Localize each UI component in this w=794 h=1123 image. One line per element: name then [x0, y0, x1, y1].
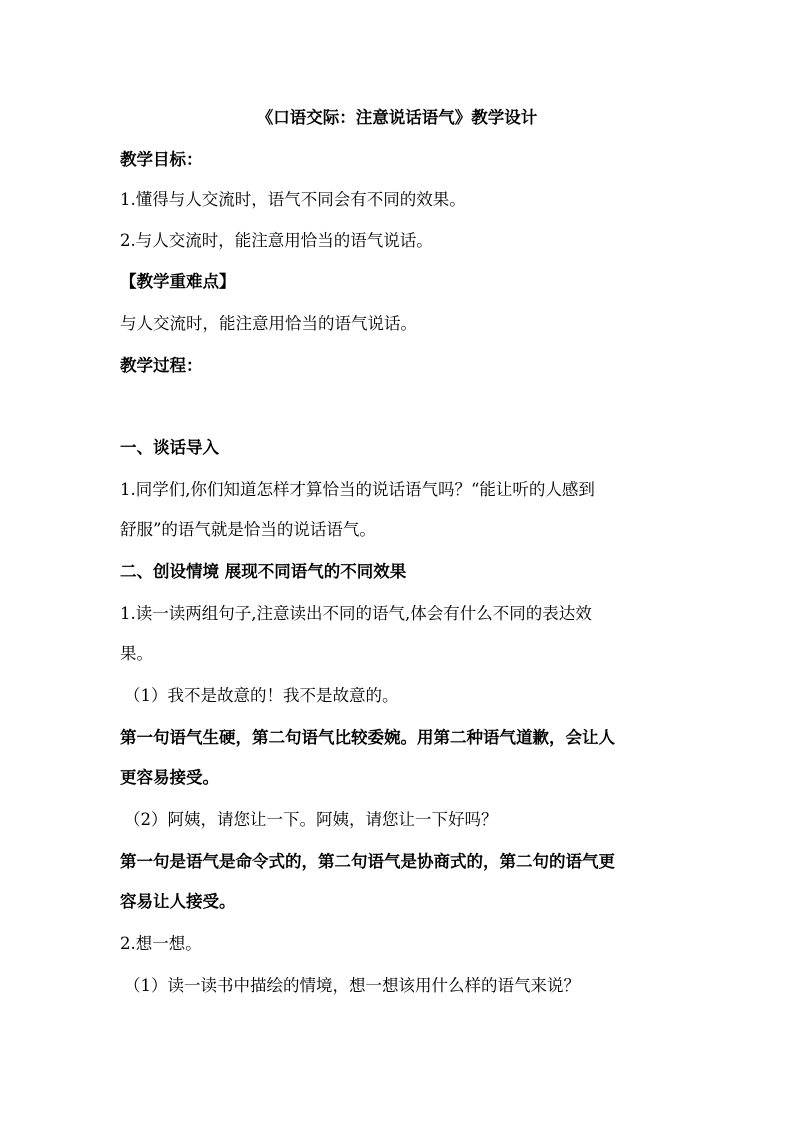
goals-heading: 教学目标：: [120, 150, 203, 169]
think-item-1: （1）读一读书中描绘的情境，想一想该用什么样的语气来说？: [124, 976, 580, 995]
goal-item-1: 1.懂得与人交流时，语气不同会有不同的效果。: [120, 190, 466, 209]
goal-item-2: 2.与人交流时，能注意用恰当的语气说话。: [120, 231, 433, 250]
answer-1-line-1: 第一句语气生硬，第二句语气比较委婉。用第二种语气道歉，会让人: [120, 728, 615, 747]
example-sentence-1: （1）我不是故意的！我不是故意的。: [124, 686, 399, 705]
section-1-heading: 一、谈话导入: [120, 438, 219, 457]
section-2-paragraph-line-1: 1.读一读两组句子,注意读出不同的语气,体会有什么不同的表达效: [120, 604, 592, 623]
document-title: 《口语交际：注意说话语气》教学设计: [256, 108, 538, 127]
section-2-item-2: 2.想一想。: [120, 934, 202, 953]
key-points-heading: 【教学重难点】: [120, 272, 236, 291]
example-sentence-2: （2）阿姨，请您让一下。阿姨，请您让一下好吗？: [124, 810, 498, 829]
section-1-paragraph-line-1: 1.同学们,你们知道怎样才算恰当的说话语气吗？“能让听的人感到: [120, 480, 595, 499]
answer-2-line-2: 容易让人接受。: [120, 892, 236, 911]
answer-1-line-2: 更容易接受。: [120, 768, 219, 787]
section-1-paragraph-line-2: 舒服”的语气就是恰当的说话语气。: [120, 520, 376, 539]
section-2-heading: 二、创设情境 展现不同语气的不同效果: [120, 562, 407, 581]
answer-2-line-1: 第一句是语气是命令式的，第二句语气是协商式的，第二句的语气更: [120, 852, 615, 871]
key-points-text: 与人交流时，能注意用恰当的语气说话。: [120, 314, 417, 333]
process-heading: 教学过程：: [120, 356, 203, 375]
section-2-paragraph-line-2: 果。: [120, 644, 153, 663]
